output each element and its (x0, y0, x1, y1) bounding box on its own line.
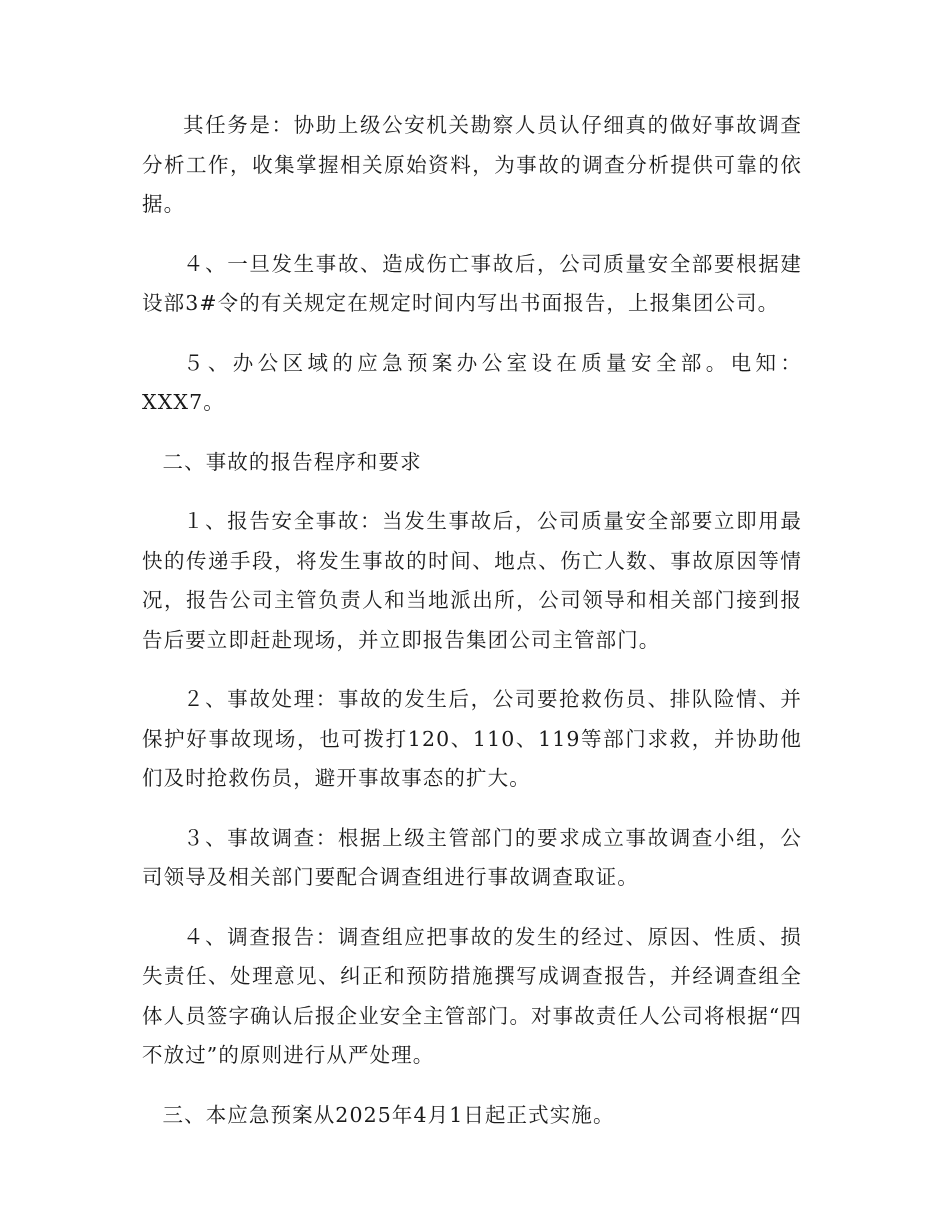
document-body (142, 106, 802, 1155)
paragraph-item-5-office: ５、办公区域的应急预案办公室设在质量安全部。电知：XXX7。 (142, 350, 802, 414)
section-heading-effective-date: 三、本应急预案从2025年4月1日起正式实施。 (162, 1102, 615, 1127)
paragraph-investigation-report: ４、调查报告：调查组应把事故的发生的经过、原因、性质、损失责任、处理意见、纠正和预防措施撰写成调查报告，并经调查组全体人员签字确认后报企业安全主管部门。对事故责任人公司将根据“四不放过”的原则进行从严处理。 (142, 924, 802, 1067)
section-heading-reporting: 二、事故的报告程序和要求 (162, 449, 422, 474)
paragraph-incident-investigation: ３、事故调查：根据上级主管部门的要求成立事故调查小组，公司领导及相关部门要配合调查组进行事故调查取证。 (142, 825, 802, 889)
paragraph-report-incident: １、报告安全事故：当发生事故后，公司质量安全部要立即用最快的传递手段，将发生事故的时间、地点、伤亡人数、事故原因等情况，报告公司主管负责人和当地派出所，公司领导和相关部门接到报告后要立即赶赴现场，并立即报告集团公司主管部门。 (142, 509, 802, 652)
paragraph-item-4-report: ４、一旦发生事故、造成伤亡事故后，公司质量安全部要根据建设部3#令的有关规定在规定时间内写出书面报告，上报集团公司。 (142, 251, 802, 315)
paragraph-incident-handling: ２、事故处理：事故的发生后，公司要抢救伤员、排队险情、并保护好事故现场，也可拨打120、110、119等部门求救，并协助他们及时抢救伤员，避开事故事态的扩大。 (142, 687, 802, 790)
paragraph-task-description: 其任务是：协助上级公安机关勘察人员认仔细真的做好事故调查分析工作，收集掌握相关原始资料，为事故的调查分析提供可靠的依据。 (142, 113, 802, 216)
